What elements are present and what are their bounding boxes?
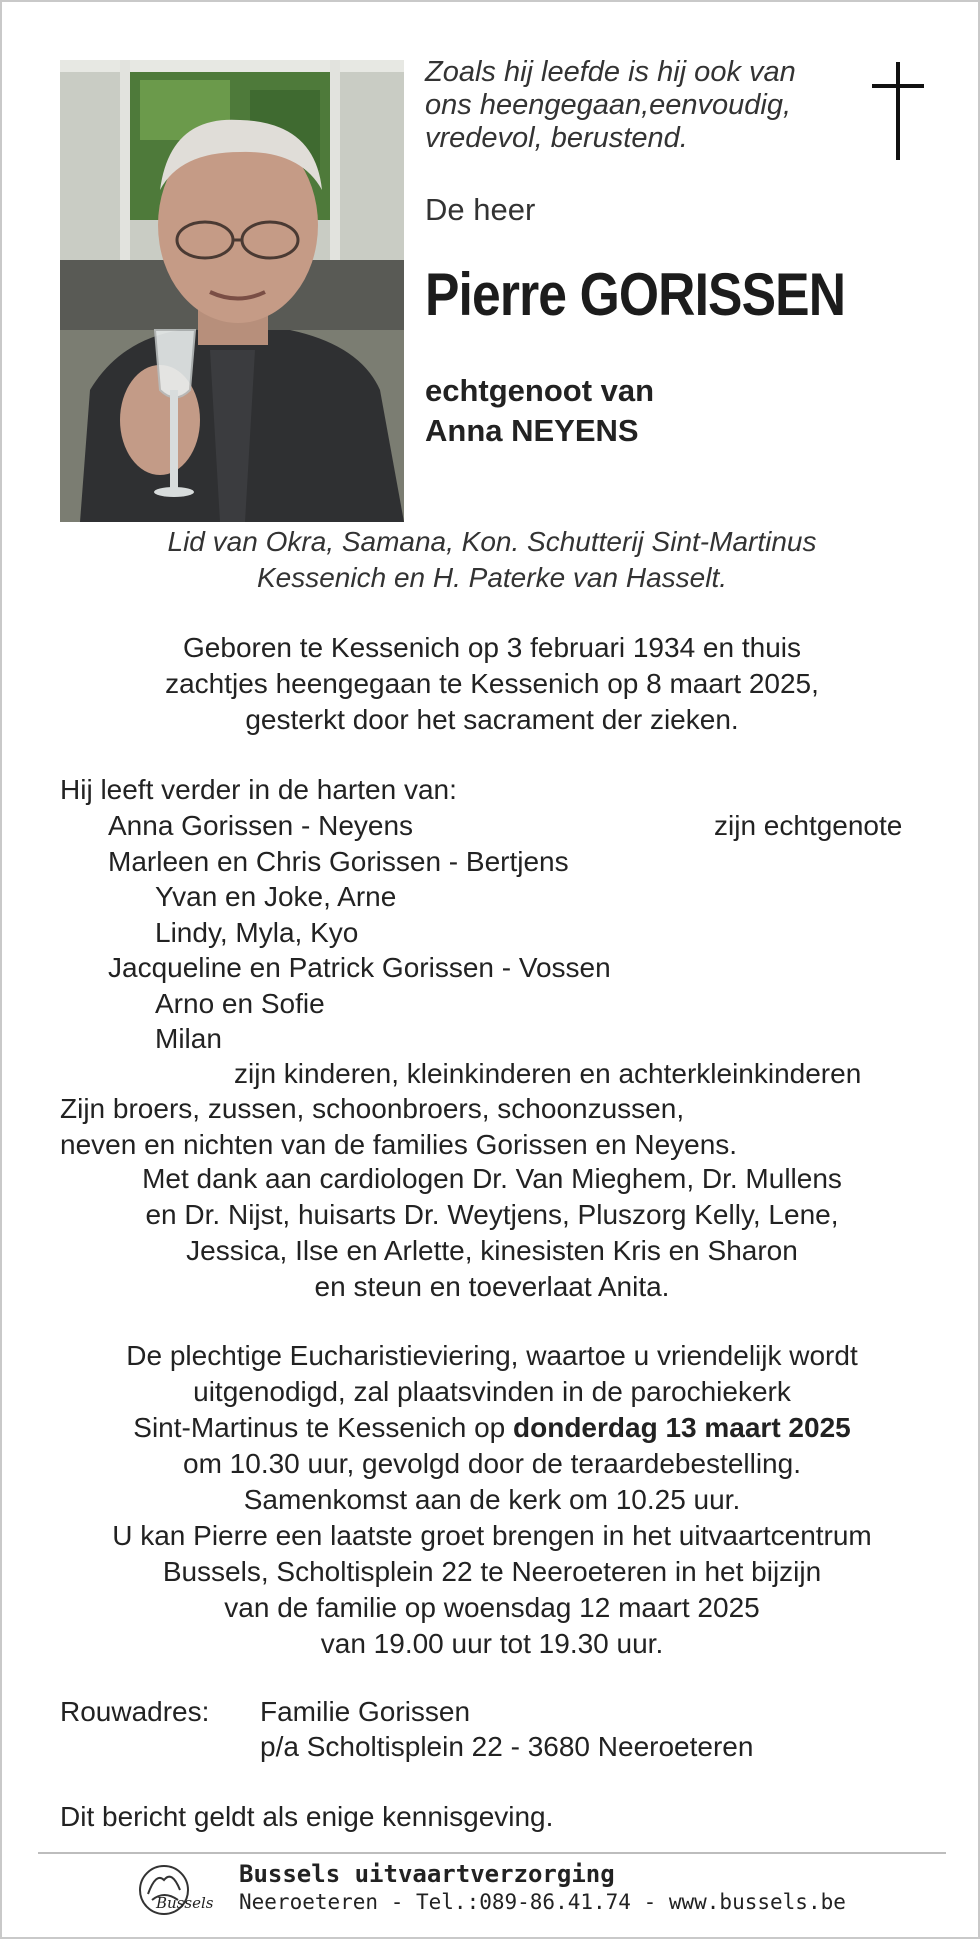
children-role: zijn kinderen, kleinkinderen en achterkleinkinderen xyxy=(234,1058,862,1089)
spouse-name: Anna NEYENS xyxy=(425,413,639,448)
company-contact: Neeroeteren - Tel.:089-86.41.74 - www.bussels.be xyxy=(239,1890,846,1914)
address-name: Familie Gorissen xyxy=(260,1696,471,1727)
funeral-line: van 19.00 uur tot 19.30 uur. xyxy=(320,1628,664,1659)
funeral-line: uitgenodigd, zal plaatsvinden in de parochiekerk xyxy=(193,1376,791,1407)
birth-death-info xyxy=(42,630,942,738)
memberships-line: Kessenich en H. Paterke van Hasselt. xyxy=(256,562,727,593)
spouse-label: echtgenoot van xyxy=(425,373,655,408)
funeral-date: donderdag 13 maart 2025 xyxy=(513,1412,851,1443)
thanks-line: en Dr. Nijst, huisarts Dr. Weytjens, Pluszorg Kelly, Lene, xyxy=(145,1199,839,1230)
spouse-role: zijn echtgenote xyxy=(714,810,903,841)
funeral-line: Samenkomst aan de kerk om 10.25 uur. xyxy=(243,1484,741,1515)
spouse-block xyxy=(425,371,654,451)
thanks xyxy=(42,1161,942,1305)
quote-line: Zoals hij leefde is hij ook van xyxy=(425,56,796,88)
footer-divider xyxy=(38,1852,946,1854)
funeral-line: om 10.30 uur, gevolgd door de teraardebestelling. xyxy=(183,1448,801,1479)
deceased-name: Pierre GORISSEN xyxy=(425,261,846,328)
funeral-line: Sint-Martinus te Kessenich op xyxy=(133,1412,514,1443)
thanks-line: en steun en toeverlaat Anita. xyxy=(314,1271,670,1302)
svg-text:Bussels: Bussels xyxy=(156,1894,214,1912)
funeral-line: Bussels, Scholtisplein 22 te Neeroeteren in het bijzijn xyxy=(162,1556,822,1587)
address-street: p/a Scholtisplein 22 - 3680 Neeroeteren xyxy=(260,1731,754,1762)
company-logo xyxy=(134,1860,224,1920)
funeral-line: U kan Pierre een laatste groet brengen in het uitvaartcentrum xyxy=(112,1520,872,1551)
family-intro: Hij leeft verder in de harten van: xyxy=(60,774,457,805)
grandchild-entry: Arno en Sofie xyxy=(155,988,325,1019)
quote-line: ons heengegaan,eenvoudig, xyxy=(425,89,792,121)
quote-line: vredevol, berustend. xyxy=(425,122,688,154)
born-line: gesterkt door het sacrament der zieken. xyxy=(245,704,739,735)
funeral-line: van de familie op woensdag 12 maart 2025 xyxy=(224,1592,760,1623)
funeral-details xyxy=(42,1338,942,1662)
thanks-line: Jessica, Ilse en Arlette, kinesisten Kris en Sharon xyxy=(186,1235,798,1266)
notice: Dit bericht geldt als enige kennisgeving. xyxy=(60,1801,554,1832)
siblings-line: Zijn broers, zussen, schoonbroers, schoonzussen, xyxy=(60,1093,685,1124)
grandchild-entry: Milan xyxy=(155,1023,222,1054)
deceased-photo xyxy=(60,60,404,522)
child-entry: Marleen en Chris Gorissen - Bertjens xyxy=(108,846,569,877)
spouse-entry: Anna Gorissen - Neyens xyxy=(108,810,414,841)
honorific: De heer xyxy=(425,192,536,227)
funeral-line: De plechtige Eucharistieviering, waartoe u vriendelijk wordt xyxy=(126,1340,858,1371)
born-line: Geboren te Kessenich op 3 februari 1934 en thuis xyxy=(183,632,801,663)
memorial-quote xyxy=(425,56,845,155)
siblings-line: neven en nichten van de families Gorissen en Neyens. xyxy=(60,1129,738,1160)
funeral-date-line xyxy=(42,1410,942,1446)
cross-icon xyxy=(868,62,928,162)
born-line: zachtjes heengegaan te Kessenich op 8 maart 2025, xyxy=(165,668,819,699)
thanks-line: Met dank aan cardiologen Dr. Van Mieghem, Dr. Mullens xyxy=(142,1163,842,1194)
memberships xyxy=(42,524,942,596)
grandchild-entry: Lindy, Myla, Kyo xyxy=(155,917,359,948)
child-entry: Jacqueline en Patrick Gorissen - Vossen xyxy=(108,952,611,983)
grandchild-entry: Yvan en Joke, Arne xyxy=(155,881,397,912)
company-name: Bussels uitvaartverzorging xyxy=(239,1860,615,1888)
memberships-line: Lid van Okra, Samana, Kon. Schutterij Sint-Martinus xyxy=(167,526,817,557)
address-label: Rouwadres: xyxy=(60,1696,210,1727)
